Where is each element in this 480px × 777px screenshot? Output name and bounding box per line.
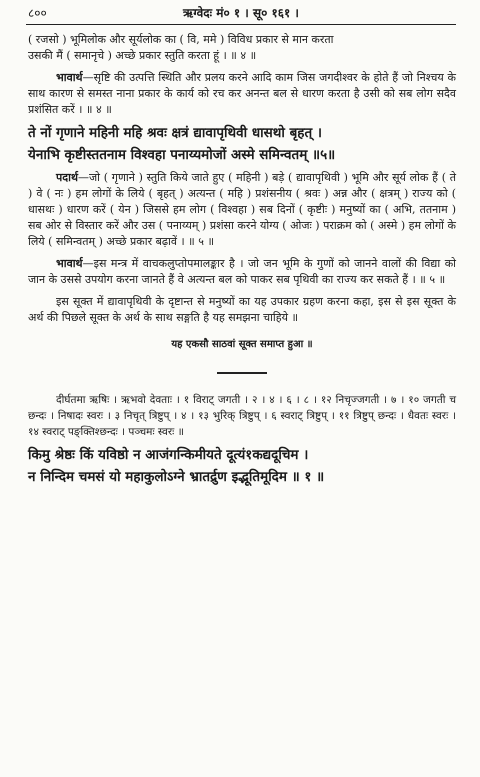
bhavartha-label: भावार्थ (56, 257, 83, 270)
page-number: ८०० (28, 6, 47, 20)
sukta-colophon: यह एकसौ साठवां सूक्त समाप्त हुआ ॥ (171, 339, 313, 350)
bhavartha-label: भावार्थ (56, 71, 83, 84)
mantra-1 (28, 444, 456, 488)
mantra-line: न निन्दिम चमसं यो महाकुलोऽग्ने भ्रातर्द्रुण इद्भूतिमूदिम ॥ १ ॥ (28, 469, 325, 485)
bhavartha-4 (28, 70, 456, 118)
text-line: ( रजसो ) भूमिलोक और सूर्यलोक का ( वि, ममे ) विविध प्रकार से मान करता (28, 33, 334, 46)
running-title: ऋग्वेदः मं० १ । सू० १६१ । (183, 6, 299, 20)
header-rule (26, 24, 456, 25)
mantra-5 (28, 122, 456, 166)
page-header (28, 4, 454, 22)
sukta-metadata: दीर्घतमा ऋषिः । ऋभवो देवताः । १ विराट् जगती । २ । ४ । ६ । ८ । १२ निचृज्जगती । ७ । १० जगती च छन्दः । निषादः स्वरः । ३ निचृत् त्रिष्टुप् । ४ । १३ भुरिक् त्रिष्टुप् । ६ स्वराट् त्रिष्टुप् । ११ त्रिष्टुप् छन्दः । धैवतः स्वरः । १४ स्वराट् पङ्क्तिश्छन्दः । पञ्चमः स्वरः ॥ (28, 394, 456, 438)
text-line: उसकी मैं ( समानृचे ) अच्छे प्रकार स्तुति करता हूं । ॥ ४ ॥ (28, 49, 257, 62)
paragraph-meaning-4-end (28, 32, 456, 64)
mantra-line: येनाभि कृष्टीस्ततनाम विश्वहा पनाय्यमोजों अस्मे समिन्वतम् ॥५॥ (28, 147, 336, 163)
bhavartha-5 (28, 256, 456, 288)
padartha-label: पदार्थ (56, 171, 78, 184)
padartha-5 (28, 170, 456, 250)
page-content (28, 32, 456, 492)
sukta-summary: इस सूक्त में द्यावापृथिवी के दृष्टान्त से मनुष्यों का यह उपकार ग्रहण करना कहा, इस से इस सूक्त के अर्थ की पिछले सूक्त के अर्थ के साथ सङ्गति है यह समझना चाहिये ॥ (28, 295, 456, 324)
bhavartha-text: —सृष्टि की उत्पत्ति स्थिति और प्रलय करने आदि काम जिस जगदीश्वर के होते हैं जो निश्चय के साथ कारण से समस्त नाना प्रकार के कार्य को रच कर अनन्त बल से धारण करता है उसी को सब लोग सदैव प्रशंसित करें । ॥ ४ ॥ (28, 71, 456, 116)
section-separator (217, 372, 267, 374)
bhavartha-text: —इस मन्त्र में वाचकलुप्तोपमालङ्कार है । जो जन भूमि के गुणों को जानने वालों की विद्या को जान के उससे उपयोग करना जानते हैं वे अत्यन्त बल को पाकर सब पृथिवी का राज्य कर सकते हैं । ॥ ५ ॥ (28, 257, 456, 286)
mantra-line: ते नों गृणाने महिनी महि श्रवः क्षत्रं द्यावापृथिवी धासथो बृहत् । (28, 125, 322, 141)
padartha-text: —जो ( गृणाने ) स्तुति किये जाते हुए ( महिनी ) बड़े ( द्यावापृथिवी ) भूमि और सूर्य लोक हैं ( ते ) वे ( नः ) हम लोगों के लिये ( बृहत् ) अत्यन्त ( महि ) प्रशंसनीय ( श्रवः ) अन्न और ( क्षत्रम् ) राज्य को ( धासथः ) धारण करें ( येन ) जिससे हम लोग ( विश्वहा ) सब दिनों ( कृष्टीः ) मनुष्यों का ( अभि, ततनाम ) सब ओर से विस्तार करें और उस ( पनाय्यम् ) प्रशंसा करने योग्य ( ओजः ) पराक्रम को ( अस्मे ) हम लोगों के लिये ( समिन्वतम् ) अच्छे प्रकार बढ़ावें । ॥ ५ ॥ (28, 171, 456, 248)
mantra-line: किमु श्रेष्ठः किं यविष्ठो न आजंगन्किमीयते दूत्यं१कद्यदूचिम । (28, 447, 309, 463)
